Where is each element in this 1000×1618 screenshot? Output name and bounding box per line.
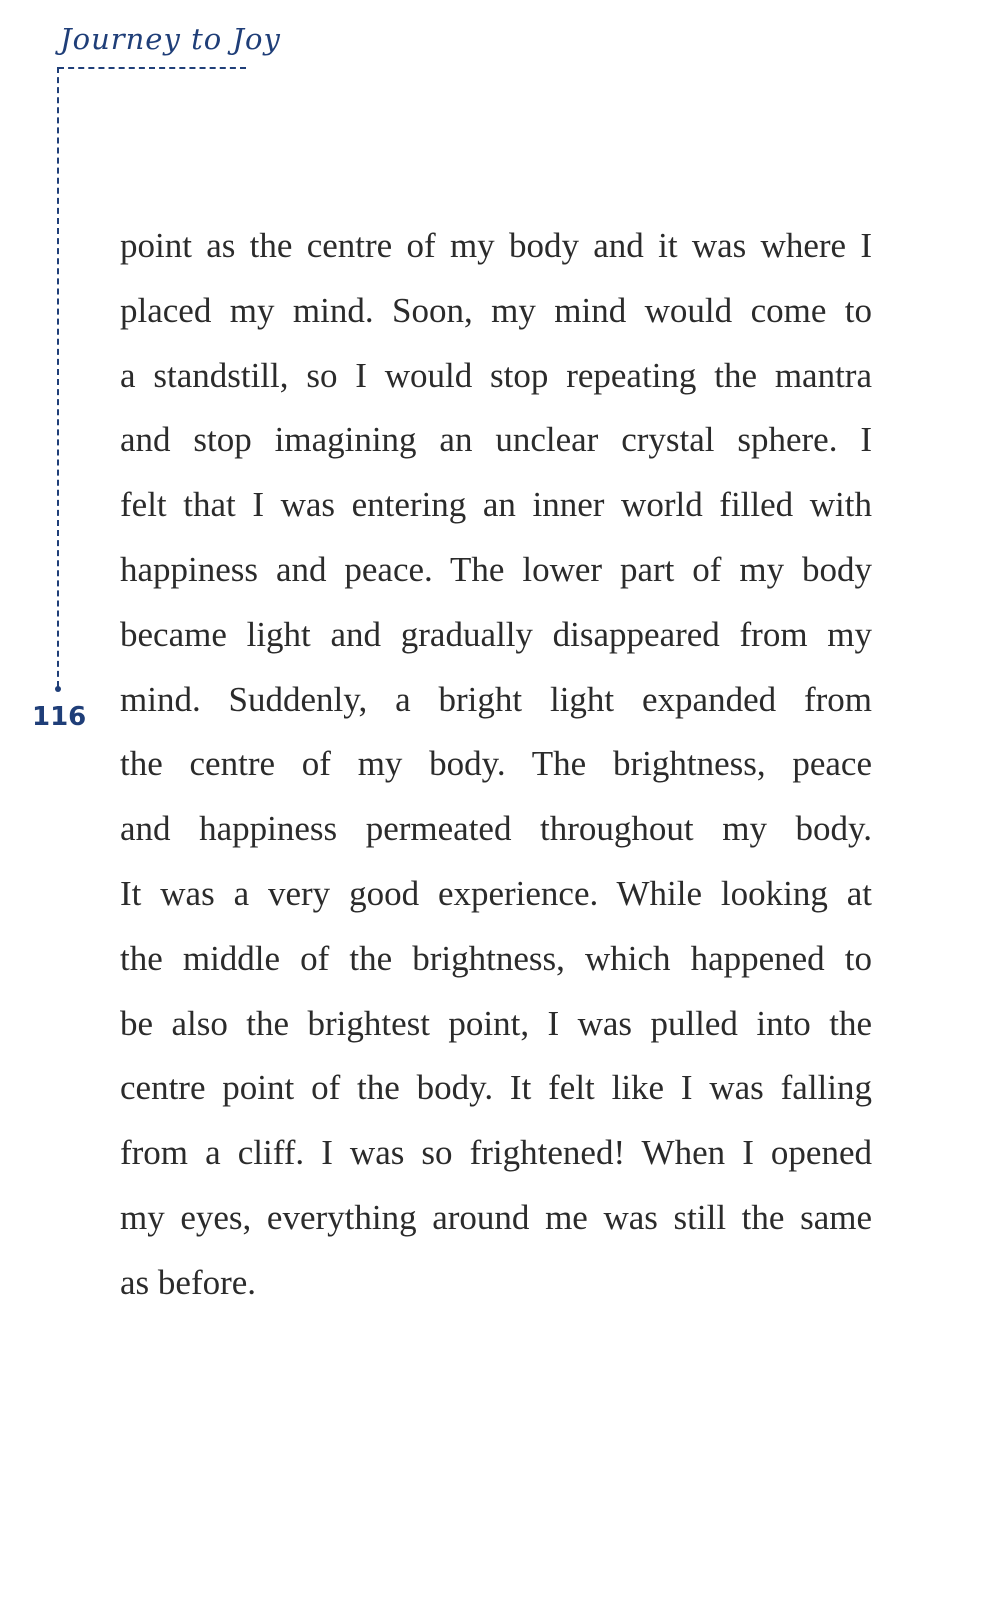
text-line: mind. Suddenly, a bright light expanded from bbox=[120, 679, 872, 719]
body-paragraph bbox=[120, 214, 872, 1316]
page-number: 116 bbox=[32, 702, 87, 732]
text-line: happiness and peace. The lower part of my body bbox=[120, 549, 872, 589]
text-line: It was a very good experience. While looking at bbox=[120, 873, 872, 913]
running-title: Journey to Joy bbox=[60, 22, 281, 56]
text-line: and happiness permeated throughout my body. bbox=[120, 809, 872, 849]
text-line: placed my mind. Soon, my mind would come to bbox=[120, 290, 872, 330]
text-line: and stop imagining an unclear crystal sphere. I bbox=[120, 420, 872, 460]
text-line: centre point of the body. It felt like I was falling bbox=[120, 1068, 872, 1108]
header-dashed-rule bbox=[58, 67, 246, 69]
text-line: the middle of the brightness, which happened to bbox=[120, 938, 872, 978]
text-line: a standstill, so I would stop repeating the mantra bbox=[120, 355, 872, 395]
text-line: as before. bbox=[120, 1262, 257, 1302]
margin-rule-end-dot bbox=[55, 686, 61, 692]
text-line: my eyes, everything around me was still the same bbox=[120, 1197, 872, 1237]
text-line: the centre of my body. The brightness, peace bbox=[120, 744, 872, 784]
text-line: became light and gradually disappeared from my bbox=[120, 614, 872, 654]
text-line: from a cliff. I was so frightened! When I opened bbox=[120, 1133, 872, 1173]
text-line: felt that I was entering an inner world filled with bbox=[120, 485, 872, 525]
text-line: point as the centre of my body and it was where I bbox=[120, 226, 872, 265]
text-line: be also the brightest point, I was pulled into the bbox=[120, 1003, 872, 1043]
margin-dashed-rule bbox=[57, 67, 59, 687]
